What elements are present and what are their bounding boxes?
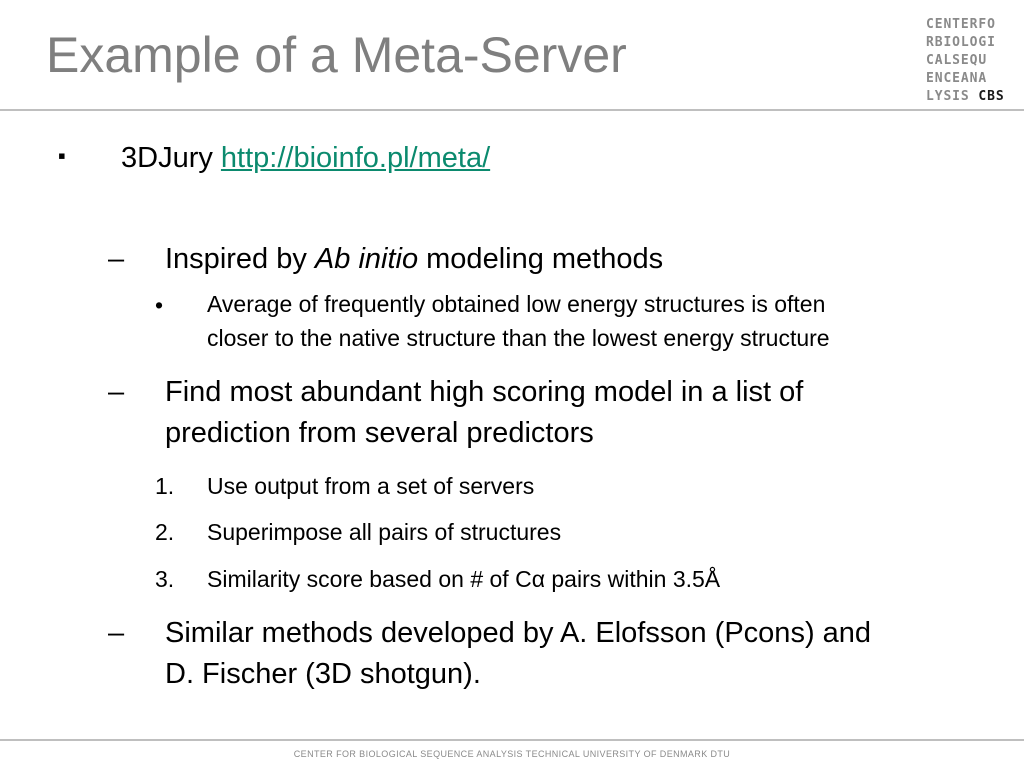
logo-line-1: CENTERFO bbox=[926, 17, 996, 32]
sub3-line1: Similar methods developed by A. Elofsson (Pcons) and bbox=[165, 617, 872, 649]
sub3-marker: – bbox=[108, 617, 125, 649]
sub1-suffix: modeling methods bbox=[418, 243, 664, 275]
sub1-bullet-line1: Average of frequently obtained low energy structures is often bbox=[207, 291, 826, 317]
logo-line-3: CALSEQU bbox=[926, 53, 988, 68]
main-bullet-label: 3DJury bbox=[121, 142, 213, 174]
logo-cbs: CBS bbox=[978, 89, 1005, 104]
sub2-marker: – bbox=[108, 376, 125, 408]
step-2-text: Superimpose all pairs of structures bbox=[207, 519, 562, 545]
sub1-prefix: Inspired by bbox=[165, 243, 315, 275]
step-3-number: 3. bbox=[155, 566, 175, 592]
step-1-number: 1. bbox=[155, 473, 175, 499]
main-bullet bbox=[121, 142, 490, 175]
sub1-bullet-marker: • bbox=[155, 292, 164, 318]
sub1-bullet-line2: closer to the native structure than the lowest energy structure bbox=[207, 325, 830, 351]
logo-line-2: RBIOLOGI bbox=[926, 35, 996, 50]
logo-line-4: ENCEANA bbox=[926, 71, 988, 86]
title-divider bbox=[0, 109, 1024, 111]
step-2-number: 2. bbox=[155, 519, 175, 545]
sub2-line2: prediction from several predictors bbox=[165, 417, 594, 449]
footer-divider bbox=[0, 739, 1024, 741]
cbs-logo bbox=[926, 16, 1005, 106]
slide-title: Example of a Meta-Server bbox=[46, 27, 627, 83]
sub1-italic: Ab initio bbox=[314, 243, 419, 275]
meta-server-link[interactable]: http://bioinfo.pl/meta/ bbox=[220, 142, 491, 174]
slide-footer: CENTER FOR BIOLOGICAL SEQUENCE ANALYSIS TECHNICAL UNIVERSITY OF DENMARK DTU bbox=[293, 749, 731, 759]
logo-line-5: LYSIS bbox=[926, 89, 970, 104]
sub1-marker: – bbox=[108, 243, 125, 275]
step-1-text: Use output from a set of servers bbox=[207, 473, 535, 499]
sub1-text bbox=[165, 243, 663, 276]
step-3-text: Similarity score based on # of Cα pairs within 3.5Å bbox=[207, 566, 721, 592]
sub2-line1: Find most abundant high scoring model in a list of bbox=[165, 376, 804, 408]
sub3-line2: D. Fischer (3D shotgun). bbox=[165, 658, 481, 690]
main-bullet-marker: ▪ bbox=[58, 143, 66, 168]
